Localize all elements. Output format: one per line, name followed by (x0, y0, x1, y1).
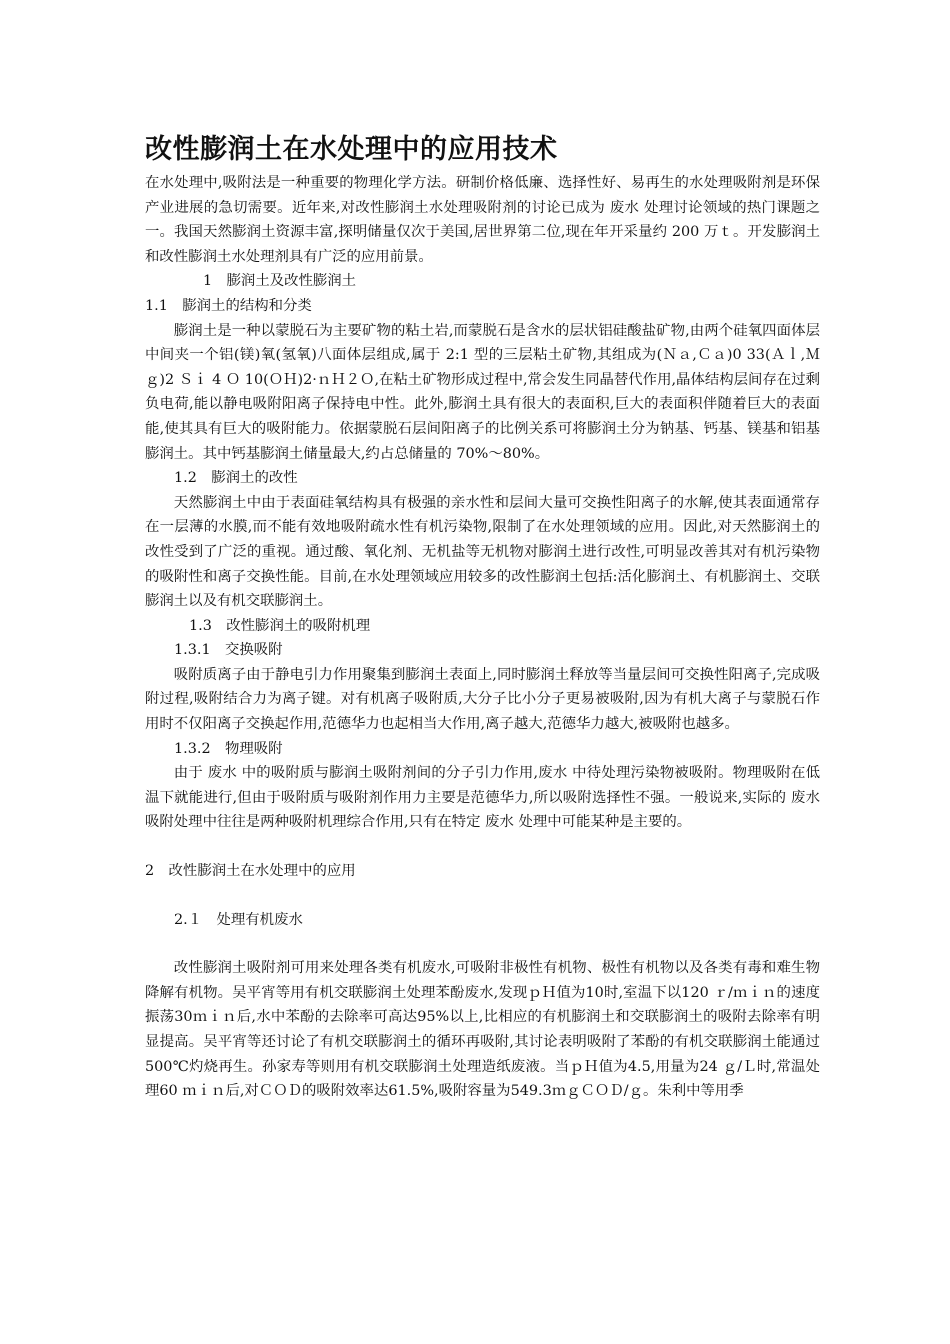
paragraph-1-1: 膨润土是一种以蒙脱石为主要矿物的粘土岩,而蒙脱石是含水的层状铝硅酸盐矿物,由两个硅氧四面体层中间夹一个铝(镁)氧(氢氧)八面体层组成,属于 2:1 型的三层粘土矿物,其组成为(Ｎａ,Ｃａ)0 33(Ａｌ,Ｍｇ)2 Ｓｉ 4 Ｏ 10(ＯＨ)2·ｎＨ２Ｏ,在粘土矿物形成过程中,常会发生同晶替代作用,晶体结构层间存在过剩负电荷,能以静电吸附阳离子保持电中性。此外,膨润土具有很大的表面积,巨大的表面积伴随着巨大的表面能,使其具有巨大的吸附能力。依据蒙脱石层间阳离子的比例关系可将膨润土分为钠基、钙基、镁基和铝基膨润土。其中钙基膨润土储量最大,约占总储量的 70%～80%。 (145, 322, 820, 462)
paragraph-1-3-1: 吸附质离子由于静电引力作用聚集到膨润土表面上,同时膨润土释放等当量层间可交换性阳离子,完成吸附过程,吸附结合力为离子键。对有机离子吸附质,大分子比小分子更易被吸附,因为有机大离子与蒙脱石作用时不仅阳离子交换起作用,范德华力也起相当大作用,离子越大,范德华力越大,被吸附也越多。 (145, 666, 820, 733)
section-heading-1-3: 1.3 改性膨润土的吸附机理 (189, 617, 371, 634)
section-heading-1-2: 1.2 膨润土的改性 (174, 470, 298, 487)
paragraph-1-2: 天然膨润土中由于表面硅氧结构具有极强的亲水性和层间大量可交换性阳离子的水解,使其表面通常存在一层薄的水膜,而不能有效地吸附疏水性有机污染物,限制了在水处理领域的应用。因此,对天然膨润土的改性受到了广泛的重视。通过酸、氧化剂、无机盐等无机物对膨润土进行改性,可明显改善其对有机污染物的吸附性和离子交换性能。目前,在水处理领域应用较多的改性膨润土包括:活化膨润土、有机膨润土、交联膨润土以及有机交联膨润土。 (145, 494, 820, 610)
intro-paragraph: 在水处理中,吸附法是一种重要的物理化学方法。研制价格低廉、选择性好、易再生的水处理吸附剂是环保产业进展的急切需要。近年来,对改性膨润土水处理吸附剂的讨论已成为 废水 处理讨论领域的热门课题之一。我国天然膨润土资源丰富,探明储量仅次于美国,居世界第二位,现在年开采量约 200 万ｔ。开发膨润土和改性膨润土水处理剂具有广泛的应用前景。 (145, 175, 820, 265)
paragraph-1-3-2: 由于 废水 中的吸附质与膨润土吸附剂间的分子引力作用,废水 中待处理污染物被吸附。物理吸附在低温下就能进行,但由于吸附质与吸附剂作用力主要是范德华力,所以吸附选择性不强。一般说来,实际的 废水 吸附处理中往往是两种吸附机理综合作用,只有在特定 废水 处理中可能某种是主要的。 (145, 765, 820, 831)
document-body (145, 130, 820, 1104)
section-heading-1: 1 膨润土及改性膨润土 (203, 273, 357, 290)
section-heading-1-1: 1.1 膨润土的结构和分类 (145, 297, 312, 314)
section-heading-1-3-1: 1.3.1 交换吸附 (174, 642, 283, 659)
document-title: 改性膨润土在水处理中的应用技术 (145, 134, 558, 165)
section-heading-1-3-2: 1.3.2 物理吸附 (174, 740, 283, 757)
section-heading-2-1: 2.１ 处理有机废水 (174, 911, 303, 928)
paragraph-2-1: 改性膨润土吸附剂可用来处理各类有机废水,可吸附非极性有机物、极性有机物以及各类有毒和难生物降解有机物。吴平宵等用有机交联膨润土处理苯酚废水,发现ｐＨ值为10时,室温下以120 ｒ/ｍｉｎ的速度振荡30ｍｉｎ后,水中苯酚的去除率可高达95%以上,比相应的有机膨润土和交联膨润土的吸附去除率有明显提高。吴平宵等还讨论了有机交联膨润土的循环再吸附,其讨论表明吸附了苯酚的有机交联膨润土能通过500℃灼烧再生。孙家寿等则用有机交联膨润土处理造纸废液。当ｐＨ值为4.5,用量为24 ｇ/Ｌ时,常温处理60 ｍｉｎ后,对ＣＯＤ的吸附效率达61.5%,吸附容量为549.3ｍｇＣＯＤ/ｇ。朱利中等用季 (145, 960, 820, 1100)
section-heading-2: 2 改性膨润土在水处理中的应用 (145, 863, 356, 880)
